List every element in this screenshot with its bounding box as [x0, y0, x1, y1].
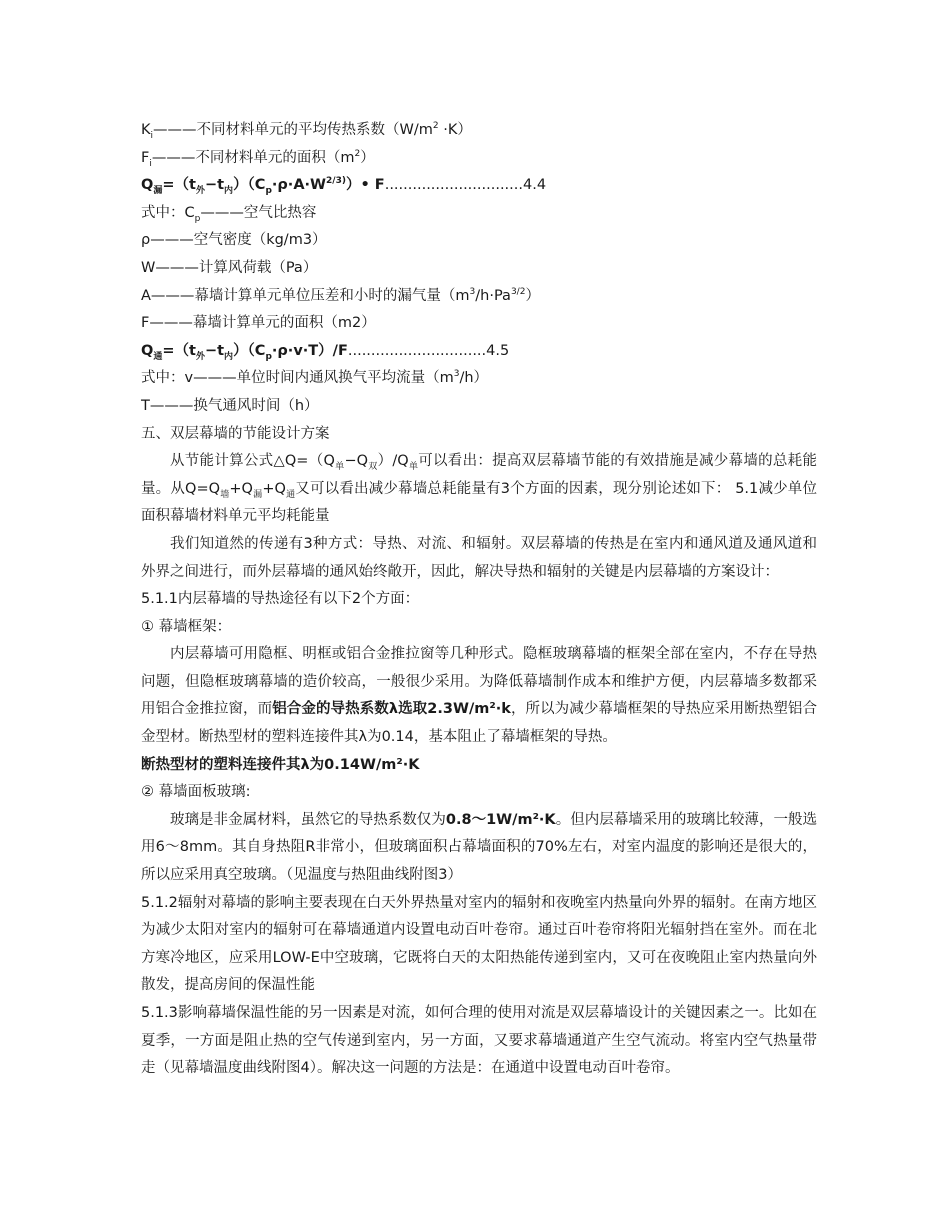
paragraph-convection: 5.1.3影响幕墙保温性能的另一因素是对流，如何合理的使用对流是双层幕墙设计的关键因素之一。比如在夏季，一方面是阻止热的空气传递到室内，另一方面，又要求幕墙通道产生空气流动。将室内空气热量带走（见幕墙温度曲线附图4）。解决这一问题的方法是：在通道中设置电动百叶卷帘。	[141, 1005, 817, 1077]
definition-t: T———换气通风时间（h）	[141, 397, 319, 414]
definition-a: A———幕墙计算单元单位压差和小时的漏气量$(m^3/h\cdot Pa^{3/2})$	[141, 286, 540, 304]
item-glass-panel: ② 幕墙面板玻璃:	[141, 784, 251, 801]
heading-5-1-1: 5.1.1内层幕墙的导热途径有以下2个方面：	[141, 591, 420, 608]
paragraph-frame-conduction: 内层幕墙可用隐框、明框或铝合金推拉窗等几种形式。隐框玻璃幕墙的框架全部在室内，不存在导热问题，但隐框玻璃幕墙的造价较高，一般很少采用。为降低幕墙制作成本和维护方便，内层幕墙多数都采用铝合金推拉窗，而铝合金的导热系数λ选取2.3W/m²·k，所以为减少幕墙框架的导热应采用断热塑铝合金型材。断热型材的塑料连接件其λ为0.14，基本阻止了幕墙框架的导热。	[141, 646, 818, 746]
definition-rho: ρ———空气密度（kg/m3）	[141, 232, 327, 249]
formula-4-5: $Q_通=(t_外-t_内)(C_p\cdot\rho\cdot v\cdot T)/F..............................4.5$	[141, 342, 510, 362]
paragraph-radiation: 5.1.2辐射对幕墙的影响主要表现在白天外界热量对室内的辐射和夜晚室内热量向外界的辐射。在南方地区为减少太阳对室内的辐射可在幕墙通道内设置电动百叶卷帘。通过百叶卷帘将阳光辐射挡在室外。而在北方寒冷地区，应采用LOW-E中空玻璃，它既将白天的太阳热能传递到室内，又可在夜晚阻止室内热量向外散发，提高房间的保温性能	[141, 894, 817, 994]
definition-f: F———幕墙计算单元的面积（m2）	[141, 315, 376, 332]
definition-w: W———计算风荷载（Pa）	[141, 259, 318, 276]
definition-v: 式中：v———单位时间内通风换气平均流量$(m^3/h)$	[141, 369, 489, 387]
paragraph-heat-transfer: 我们知道然的传递有3种方式：导热、对流、和辐射。双层幕墙的传热是在室内和通风道及通风道和外界之间进行，而外层幕墙的通风始终敞开，因此，解决导热和辐射的关键是内层幕墙的方案设计：	[141, 535, 817, 580]
definition-cp: 式中：$C_p———$空气比热容	[141, 204, 317, 224]
paragraph-glass: 玻璃是非金属材料，虽然它的导热系数仅为0.8～1W/m²·K。但内层幕墙采用的玻璃比较薄，一般选用6～8mm。其自身热阻R非常小，但玻璃面积占幕墙面积的70%左右，对室内温度的影响还是很大的，所以应采用真空玻璃。（见温度与热阻曲线附图3）	[141, 811, 818, 884]
document-body	[141, 117, 817, 1083]
item-curtain-frame: ① 幕墙框架：	[141, 618, 232, 635]
section-heading-5: 五、双层幕墙的节能设计方案	[141, 425, 330, 442]
definition-fi: $F_i———$不同材料单元的面积$(m^2)$	[141, 148, 375, 169]
paragraph-energy-formula: 从节能计算公式$\triangle Q=(Q_单-Q_双)/Q_单$可以看出：提高双层幕墙节能的有效措施是减少幕墙的总耗能量。从$Q=Q_墙+Q_漏+Q_通$又可以看出减少幕墙总耗能量有3个方面的因素，现分别论述如下： 5.1减少单位面积幕墙材料单元平均耗能量	[141, 453, 817, 525]
definition-ki: $K_i———$不同材料单元的平均传热系数$(W/m^2 \cdot K)$	[141, 121, 472, 141]
formula-4-4: $Q_漏=(t_外-t_内)(C_p\cdot\rho\cdot A\cdot W^{2/3)})•$ F..............................4.4	[141, 176, 547, 197]
frame-connector-note: 断热型材的塑料连接件其λ为0.14W/m²·K	[141, 756, 420, 773]
